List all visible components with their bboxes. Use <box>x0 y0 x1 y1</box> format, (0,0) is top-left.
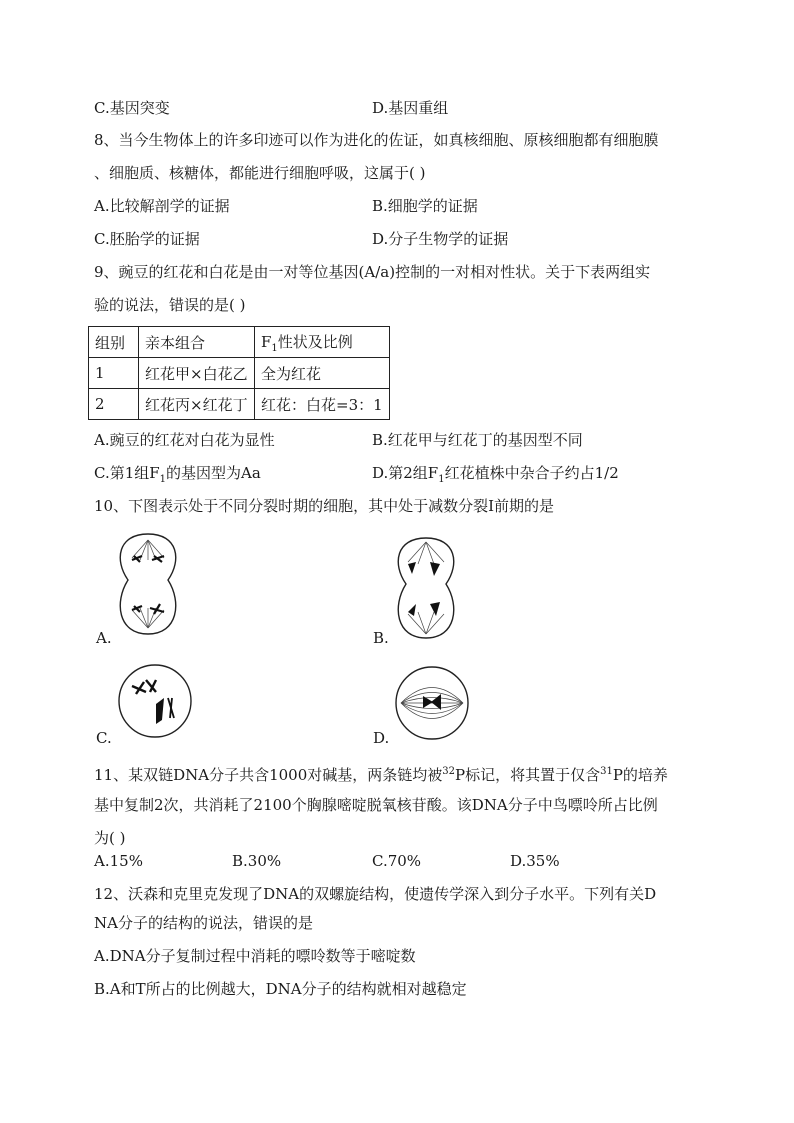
table-header-cell: $F_1$性状及比例 <box>255 327 390 358</box>
table-cell: 红花甲×白花乙 <box>139 358 255 389</box>
q8-options-row2 <box>94 229 704 251</box>
table-header-cell: 组别 <box>89 327 139 358</box>
q9-options-row1 <box>94 430 704 452</box>
q12-option-b[interactable]: B.A和T所占的比例越大，DNA分子的结构就相对越稳定 <box>94 980 467 998</box>
q11-option-d[interactable]: D.35% <box>510 852 560 870</box>
q9-option-b[interactable]: B.红花甲与红花丁的基因型不同 <box>372 431 583 449</box>
q8-option-d[interactable]: D.分子生物学的证据 <box>372 230 509 248</box>
q12-stem-line2: NA分子的结构的说法，错误的是 <box>94 914 313 932</box>
q9-stem-line1: 9、豌豆的红花和白花是由一对等位基因(A/a)控制的一对相对性状。关于下表两组实 <box>94 263 651 281</box>
q8-stem-line2: 、细胞质、核糖体，都能进行细胞呼吸，这属于( ) <box>94 164 426 182</box>
q10-stem: 10、下图表示处于不同分裂时期的细胞，其中处于减数分裂I前期的是 <box>94 497 555 515</box>
q9-option-c[interactable]: C.第1组$F_1$的基因型为Aa <box>94 464 261 485</box>
cell-diagram-b[interactable] <box>390 534 462 642</box>
q12-option-a[interactable]: A.DNA分子复制过程中消耗的嘌呤数等于嘧啶数 <box>94 947 416 965</box>
table-header-cell: 亲本组合 <box>139 327 255 358</box>
table-cell: 红花：白花=3：1 <box>255 389 390 420</box>
q8-option-c[interactable]: C.胚胎学的证据 <box>94 230 200 248</box>
q11-option-c[interactable]: C.70% <box>372 852 422 870</box>
table-cell: 全为红花 <box>255 358 390 389</box>
q8-option-a[interactable]: A.比较解剖学的证据 <box>94 197 230 215</box>
cell-diagram-c[interactable] <box>116 662 194 740</box>
q9-option-d[interactable]: D.第2组$F_1$红花植株中杂合子约占1/2 <box>372 464 619 485</box>
q11-stem-line1: 11、某双链DNA分子共含1000对碱基，两条链均被$^{32}$P标记，将其置于仅含$^{31}$P的培养 <box>94 766 668 784</box>
cell-label-b[interactable]: B. <box>373 629 389 647</box>
q11-options-row <box>94 851 704 873</box>
table-cell: 2 <box>89 389 139 420</box>
cell-label-a[interactable]: A. <box>96 629 112 647</box>
q9-cross-table <box>88 326 390 420</box>
q11-option-b[interactable]: B.30% <box>232 852 282 870</box>
q8-stem-line1: 8、当今生物体上的许多印迹可以作为进化的佐证，如真核细胞、原核细胞都有细胞膜 <box>94 131 659 149</box>
q11-option-a[interactable]: A.15% <box>94 852 143 870</box>
table-header-row <box>89 327 390 358</box>
q9-options-row2 <box>94 463 704 485</box>
q7-option-d[interactable]: D.基因重组 <box>372 99 449 117</box>
table-row <box>89 358 390 389</box>
q12-stem-line1: 12、沃森和克里克发现了DNA的双螺旋结构，使遗传学深入到分子水平。下列有关D <box>94 885 657 903</box>
q9-stem-line2: 验的说法，错误的是( ) <box>94 296 246 314</box>
q11-stem-line3: 为( ) <box>94 829 126 847</box>
table-row <box>89 389 390 420</box>
table-cell: 红花丙×红花丁 <box>139 389 255 420</box>
q8-option-b[interactable]: B.细胞学的证据 <box>372 197 478 215</box>
q7-options-row <box>94 98 704 120</box>
q7-option-c[interactable]: C.基因突变 <box>94 99 170 117</box>
cell-diagram-a[interactable] <box>112 530 184 638</box>
cell-label-c[interactable]: C. <box>96 729 112 747</box>
table-cell: 1 <box>89 358 139 389</box>
cell-diagram-d[interactable] <box>393 664 471 742</box>
cell-label-d[interactable]: D. <box>373 729 390 747</box>
q8-options-row1 <box>94 196 704 218</box>
q11-stem-line2: 基中复制2次，共消耗了2100个胸腺嘧啶脱氧核苷酸。该DNA分子中鸟嘌呤所占比例 <box>94 796 658 814</box>
q9-option-a[interactable]: A.豌豆的红花对白花为显性 <box>94 431 275 449</box>
